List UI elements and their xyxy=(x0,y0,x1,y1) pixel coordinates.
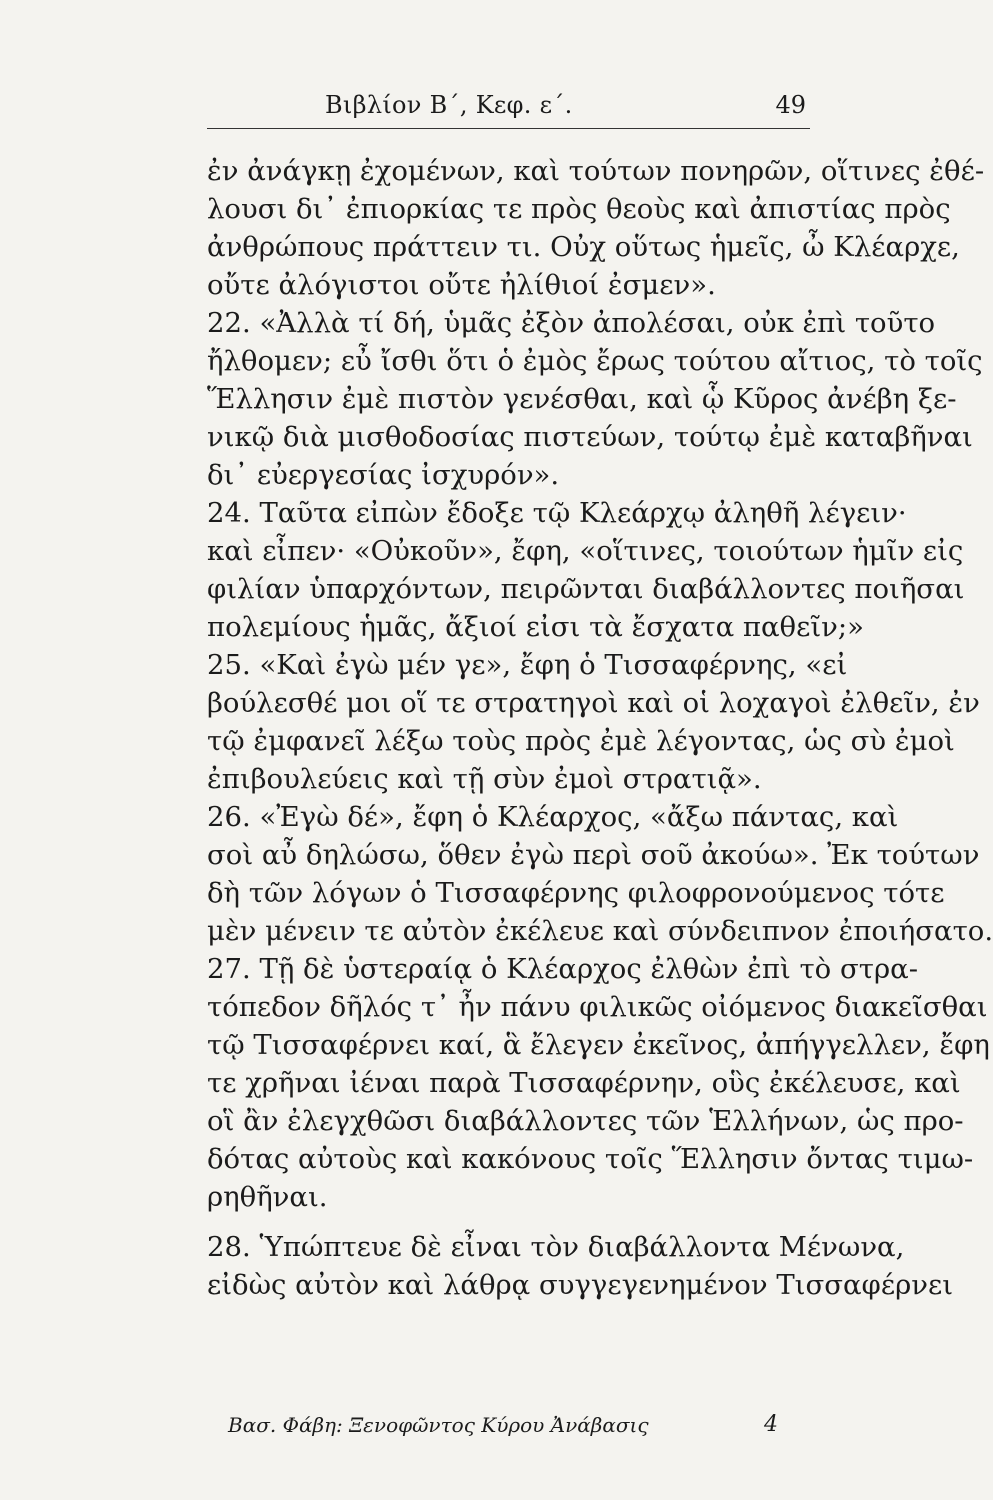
text-line: δότας αὐτοὺς καὶ κακόνους τοῖς Ἕλλησιν ὄντας τιμω- xyxy=(207,1143,974,1175)
text-line: ἐπιβουλεύεις καὶ τῇ σὺν ἐμοὶ στρατιᾷ». xyxy=(207,763,762,795)
text-line: οἳ ἂν ἐλεγχθῶσι διαβάλλοντες τῶν Ἑλλήνων, ὡς προ- xyxy=(207,1105,964,1137)
page-number: 49 xyxy=(775,91,806,119)
running-head: Βιβλίον Β΄, Κεφ. ε΄. xyxy=(325,91,573,119)
text-line: σοὶ αὖ δηλώσω, ὅθεν ἐγὼ περὶ σοῦ ἀκούω». Ἐκ τούτων xyxy=(207,839,980,871)
text-line: ἀνθρώπους πράττειν τι. Οὐχ οὕτως ἡμεῖς, ὦ Κλέαρχε, xyxy=(207,231,960,263)
text-line: δὴ τῶν λόγων ὁ Τισσαφέρνης φιλοφρονούμενος τότε xyxy=(207,877,945,909)
text-line: μὲν μένειν τε αὐτὸν ἐκέλευε καὶ σύνδειπνον ἐποιήσατο. xyxy=(207,915,993,947)
signature-mark: 4 xyxy=(764,1412,778,1437)
body-text xyxy=(207,152,993,1304)
text-line: καὶ εἶπεν· «Οὐκοῦν», ἔφη, «οἵτινες, τοιούτων ἡμῖν εἰς xyxy=(207,535,964,567)
text-line: 27. Τῇ δὲ ὑστεραίᾳ ὁ Κλέαρχος ἐλθὼν ἐπὶ τὸ στρα- xyxy=(207,953,918,985)
text-line: οὔτε ἀλόγιστοι οὔτε ἠλίθιοί ἐσμεν». xyxy=(207,269,716,301)
text-line: 28. Ὑπώπτευε δὲ εἶναι τὸν διαβάλλοντα Μένωνα, xyxy=(207,1231,905,1263)
text-line: λουσι δι᾿ ἐπιορκίας τε πρὸς θεοὺς καὶ ἀπιστίας πρὸς xyxy=(207,193,951,225)
text-line: 26. «Ἐγὼ δέ», ἔφη ὁ Κλέαρχος, «ἄξω πάντας, καὶ xyxy=(207,801,899,833)
text-line: τόπεδον δῆλός τ᾿ ἦν πάνυ φιλικῶς οἰόμενος διακεῖσθαι xyxy=(207,991,988,1023)
text-line: φιλίαν ὑπαρχόντων, πειρῶνται διαβάλλοντες ποιῆσαι xyxy=(207,573,965,605)
text-line: πολεμίους ἡμᾶς, ἄξιοί εἰσι τὰ ἔσχατα παθεῖν;» xyxy=(207,611,864,643)
text-line: ἤλθομεν; εὖ ἴσθι ὅτι ὁ ἐμὸς ἔρως τούτου αἴτιος, τὸ τοῖς xyxy=(207,345,983,377)
text-line: 24. Ταῦτα εἰπὼν ἔδοξε τῷ Κλεάρχῳ ἀληθῆ λέγειν· xyxy=(207,497,907,529)
text-line: ρηθῆναι. xyxy=(207,1181,328,1213)
text-line: τῷ Τισσαφέρνει καί, ἃ ἔλεγεν ἐκεῖνος, ἀπήγγελλεν, ἔφη xyxy=(207,1029,990,1061)
text-line: ἐν ἀνάγκῃ ἐχομένων, καὶ τούτων πονηρῶν, οἵτινες ἐθέ- xyxy=(207,155,985,187)
footer-text: Βασ. Φάβη: Ξενοφῶντος Κύρου Ἀνάβασις xyxy=(228,1413,649,1437)
text-line: εἰδὼς αὐτὸν καὶ λάθρᾳ συγγεγενημένον Τισσαφέρνει xyxy=(207,1269,953,1301)
text-line: Ἕλλησιν ἐμὲ πιστὸν γενέσθαι, καὶ ᾧ Κῦρος ἀνέβη ξε- xyxy=(207,383,957,415)
text-line: τῷ ἐμφανεῖ λέξω τοὺς πρὸς ἐμὲ λέγοντας, ὡς σὺ ἐμοὶ xyxy=(207,725,955,757)
text-line: βούλεσθέ μοι οἵ τε στρατηγοὶ καὶ οἱ λοχαγοὶ ἐλθεῖν, ἐν xyxy=(207,687,980,719)
text-line: 25. «Καὶ ἐγὼ μέν γε», ἔφη ὁ Τισσαφέρνης, «εἰ xyxy=(207,649,848,681)
text-line: δι᾿ εὐεργεσίας ἰσχυρόν». xyxy=(207,459,560,491)
text-line: 22. «Ἀλλὰ τί δή, ὑμᾶς ἐξὸν ἀπολέσαι, οὐκ ἐπὶ τοῦτο xyxy=(207,307,936,339)
text-line: νικῷ διὰ μισθοδοσίας πιστεύων, τούτῳ ἐμὲ καταβῆναι xyxy=(207,421,973,453)
page-header xyxy=(207,88,810,129)
page-footer xyxy=(228,1410,778,1444)
text-line: τε χρῆναι ἰέναι παρὰ Τισσαφέρνην, οὓς ἐκέλευσε, καὶ xyxy=(207,1067,961,1099)
